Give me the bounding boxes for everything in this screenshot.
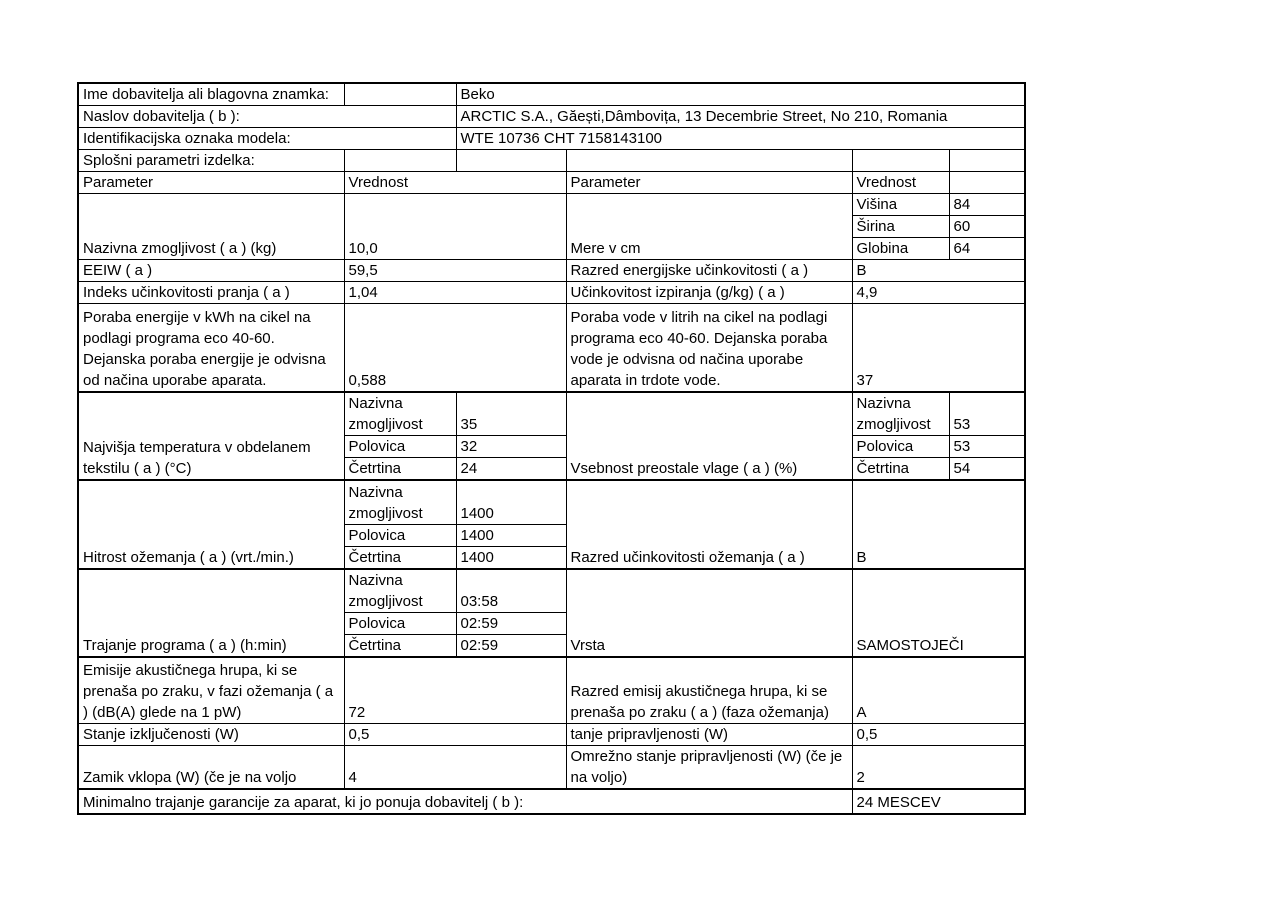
empty-cell xyxy=(456,150,566,172)
dimension-depth-label: Globina xyxy=(852,238,949,260)
model-value: WTE 10736 CHT 7158143100 xyxy=(456,128,1025,150)
empty-cell xyxy=(949,172,1025,194)
moisture-full-value: 53 xyxy=(949,392,1025,436)
energy-consumption-value: 0,588 xyxy=(344,304,566,392)
supplier-label: Ime dobavitelja ali blagovna znamka: xyxy=(78,83,344,106)
load-full-label: Nazivna zmogljivost xyxy=(344,569,456,613)
off-mode-label: Stanje izključenosti (W) xyxy=(78,723,344,745)
eeiw-label: EEIW ( a ) xyxy=(78,260,344,282)
empty-cell xyxy=(852,150,949,172)
empty-cell xyxy=(344,83,456,106)
header-parameter-left: Parameter xyxy=(78,172,344,194)
capacity-label: Nazivna zmogljivost ( a ) (kg) xyxy=(78,194,344,260)
spin-quarter-value: 1400 xyxy=(456,546,566,569)
header-value-left: Vrednost xyxy=(344,172,566,194)
address-label: Naslov dobavitelja ( b ): xyxy=(78,106,456,128)
capacity-value: 10,0 xyxy=(344,194,566,260)
dimension-width-label: Širina xyxy=(852,216,949,238)
product-fiche xyxy=(77,82,1026,815)
duration-half-value: 02:59 xyxy=(456,613,566,635)
standby-label: tanje pripravljenosti (W) xyxy=(566,723,852,745)
header-value-right: Vrednost xyxy=(852,172,949,194)
load-quarter-label: Četrtina xyxy=(344,635,456,658)
supplier-value: Beko xyxy=(456,83,1025,106)
energy-class-label: Razred energijske učinkovitosti ( a ) xyxy=(566,260,852,282)
product-datasheet-table xyxy=(77,82,1026,815)
duration-label: Trajanje programa ( a ) (h:min) xyxy=(78,569,344,658)
water-consumption-value: 37 xyxy=(852,304,1025,392)
load-half-label: Polovica xyxy=(852,436,949,458)
address-value: ARCTIC S.A., Găești,Dâmbovița, 13 Decembrie Street, No 210, Romania xyxy=(456,106,1025,128)
warranty-label: Minimalno trajanje garancije za aparat, ki jo ponuja dobavitelj ( b ): xyxy=(78,789,852,814)
spin-half-value: 1400 xyxy=(456,524,566,546)
warranty-value: 24 MESCEV xyxy=(852,789,1025,814)
duration-full-value: 03:58 xyxy=(456,569,566,613)
load-full-label: Nazivna zmogljivost xyxy=(344,392,456,436)
general-params-label: Splošni parametri izdelka: xyxy=(78,150,344,172)
empty-cell xyxy=(344,150,456,172)
max-temp-full-value: 35 xyxy=(456,392,566,436)
empty-cell xyxy=(949,150,1025,172)
empty-cell xyxy=(566,150,852,172)
load-half-label: Polovica xyxy=(344,436,456,458)
model-label: Identifikacijska oznaka modela: xyxy=(78,128,456,150)
wash-index-value: 1,04 xyxy=(344,282,566,304)
noise-class-label: Razred emisij akustičnega hrupa, ki se prenaša po zraku ( a ) (faza ožemanja) xyxy=(566,657,852,723)
standby-value: 0,5 xyxy=(852,723,1025,745)
dimension-width-value: 60 xyxy=(949,216,1025,238)
delay-start-value: 4 xyxy=(344,745,566,789)
moisture-half-value: 53 xyxy=(949,436,1025,458)
noise-label: Emisije akustičnega hrupa, ki se prenaša po zraku, v fazi ožemanja ( a ) (dB(A) glede na 1 pW) xyxy=(78,657,344,723)
net-standby-value: 2 xyxy=(852,745,1025,789)
max-temp-quarter-value: 24 xyxy=(456,458,566,481)
dimension-depth-value: 64 xyxy=(949,238,1025,260)
spin-class-label: Razred učinkovitosti ožemanja ( a ) xyxy=(566,480,852,569)
eeiw-value: 59,5 xyxy=(344,260,566,282)
spin-full-value: 1400 xyxy=(456,480,566,524)
max-temp-label: Najvišja temperatura v obdelanem tekstilu ( a ) (°C) xyxy=(78,392,344,481)
spin-class-value: B xyxy=(852,480,1025,569)
net-standby-label: Omrežno stanje pripravljenosti (W) (če je na voljo) xyxy=(566,745,852,789)
load-full-label: Nazivna zmogljivost xyxy=(344,480,456,524)
load-half-label: Polovica xyxy=(344,613,456,635)
off-mode-value: 0,5 xyxy=(344,723,566,745)
header-parameter-right: Parameter xyxy=(566,172,852,194)
noise-class-value: A xyxy=(852,657,1025,723)
noise-value: 72 xyxy=(344,657,566,723)
load-quarter-label: Četrtina xyxy=(344,546,456,569)
load-quarter-label: Četrtina xyxy=(852,458,949,481)
dimension-height-label: Višina xyxy=(852,194,949,216)
load-quarter-label: Četrtina xyxy=(344,458,456,481)
rinse-value: 4,9 xyxy=(852,282,1025,304)
wash-index-label: Indeks učinkovitosti pranja ( a ) xyxy=(78,282,344,304)
rinse-label: Učinkovitost izpiranja (g/kg) ( a ) xyxy=(566,282,852,304)
dimensions-label: Mere v cm xyxy=(566,194,852,260)
type-value: SAMOSTOJEČI xyxy=(852,569,1025,658)
energy-consumption-label: Poraba energije v kWh na cikel na podlagi programa eco 40-60. Dejanska poraba energije je odvisna od načina uporabe aparata. xyxy=(78,304,344,392)
moisture-quarter-value: 54 xyxy=(949,458,1025,481)
energy-class-value: B xyxy=(852,260,1025,282)
water-consumption-label: Poraba vode v litrih na cikel na podlagi programa eco 40-60. Dejanska poraba vode je odvisna od načina uporabe aparata in trdote vode. xyxy=(566,304,852,392)
dimension-height-value: 84 xyxy=(949,194,1025,216)
load-full-label: Nazivna zmogljivost xyxy=(852,392,949,436)
type-label: Vrsta xyxy=(566,569,852,658)
max-temp-half-value: 32 xyxy=(456,436,566,458)
spin-speed-label: Hitrost ožemanja ( a ) (vrt./min.) xyxy=(78,480,344,569)
load-half-label: Polovica xyxy=(344,524,456,546)
duration-quarter-value: 02:59 xyxy=(456,635,566,658)
moisture-label: Vsebnost preostale vlage ( a ) (%) xyxy=(566,392,852,481)
delay-start-label: Zamik vklopa (W) (če je na voljo xyxy=(78,745,344,789)
